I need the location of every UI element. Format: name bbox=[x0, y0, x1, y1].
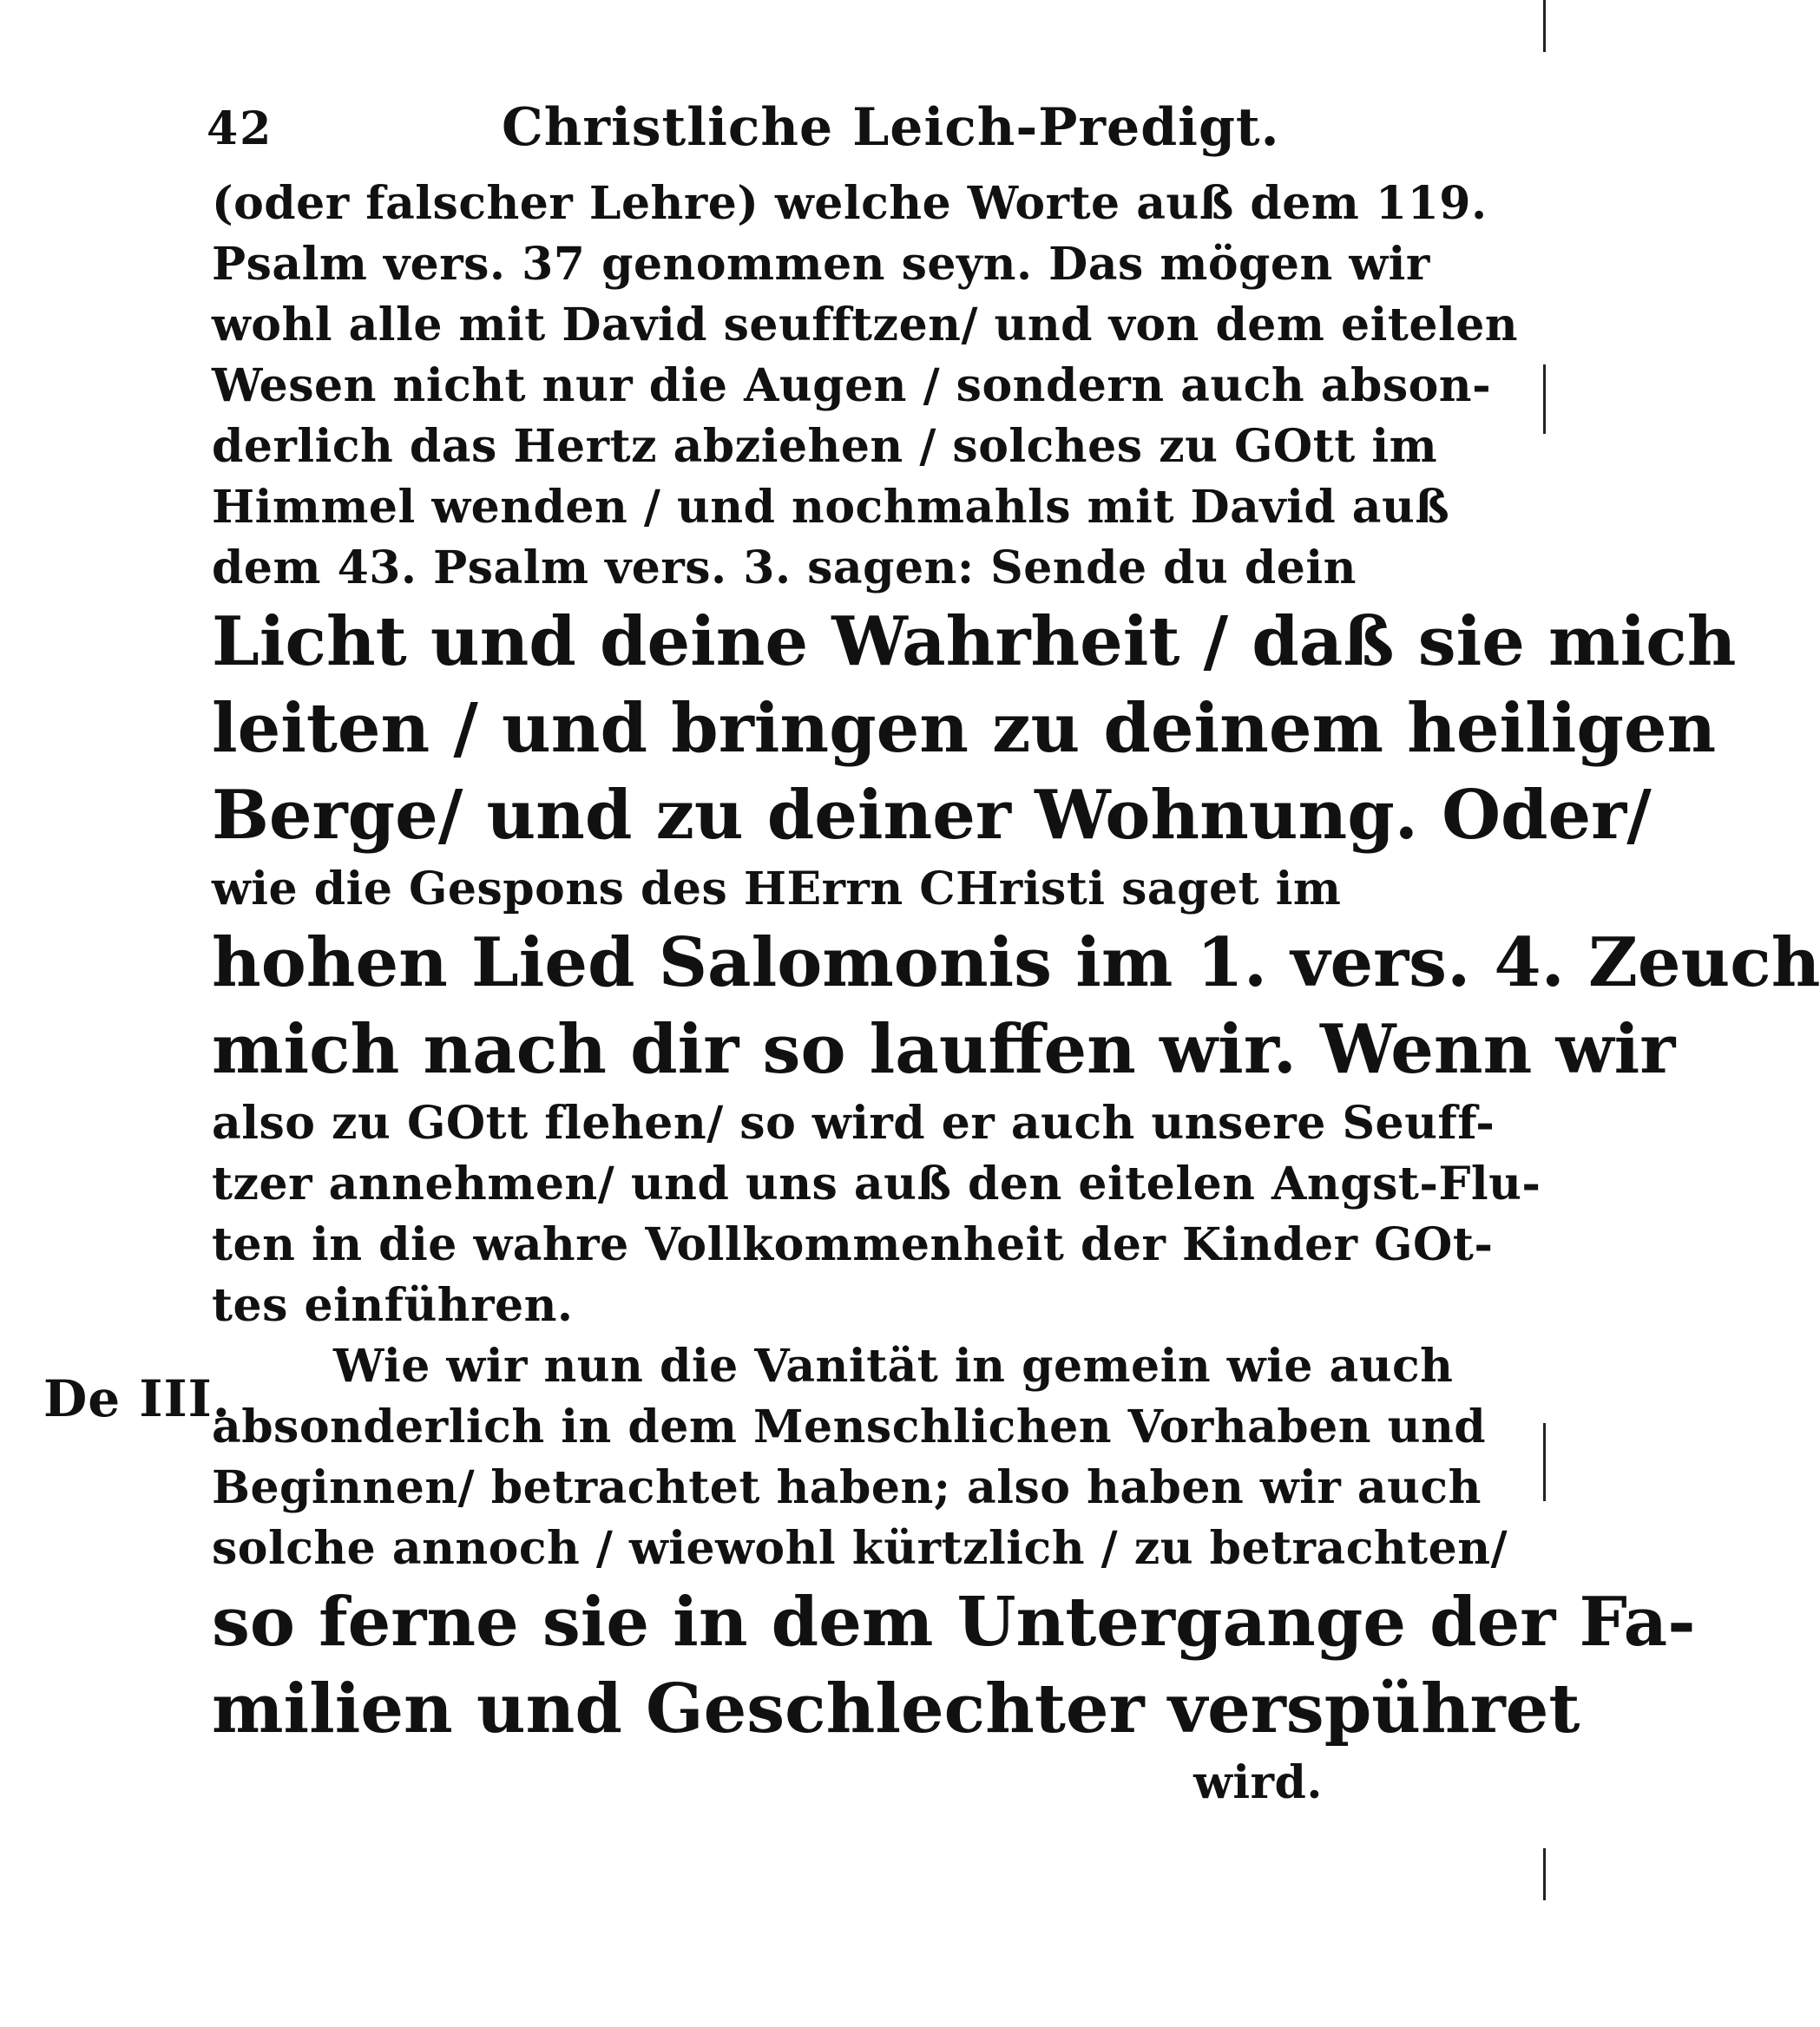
text-line: tes einführen. bbox=[212, 1279, 574, 1332]
text-line-emphasis: mich nach dir so lauffen wir. Wenn wir bbox=[212, 1010, 1676, 1089]
text-line: derlich das Hertz abziehen / solches zu GOtt im bbox=[212, 420, 1438, 473]
text-line-emphasis: Berge/ und zu deiner Wohnung. Oder/ bbox=[212, 776, 1652, 855]
scan-edge-mark bbox=[1543, 0, 1546, 52]
scan-edge-mark bbox=[1543, 1423, 1546, 1501]
text-body bbox=[212, 174, 1820, 1814]
scan-edge-mark bbox=[1543, 1848, 1546, 1900]
text-line: wohl alle mit David seufftzen/ und von dem eitelen bbox=[212, 298, 1519, 351]
text-line: absonderlich in dem Menschlichen Vorhaben und bbox=[212, 1401, 1487, 1453]
text-line: hohen Lied Salomonis im 1. vers. 4. Zeuch bbox=[212, 923, 1820, 1002]
text-line-emphasis: Licht und deine Wahrheit / daß sie mich bbox=[212, 602, 1737, 681]
text-line: Beginnen/ betrachtet haben; also haben wir auch bbox=[212, 1461, 1482, 1514]
running-head: Christliche Leich-Predigt. bbox=[502, 97, 1280, 158]
page-header bbox=[207, 97, 1280, 167]
text-line: wie die Gespons des HErrn CHristi saget im bbox=[212, 863, 1342, 915]
text-line: tzer annehmen/ und uns auß den eitelen Angst-Flu- bbox=[212, 1158, 1541, 1210]
text-line: also zu GOtt flehen/ so wird er auch unsere Seuff- bbox=[212, 1097, 1495, 1150]
text-line: Wesen nicht nur die Augen / sondern auch abson- bbox=[212, 359, 1492, 412]
text-line-emphasis: leiten / und bringen zu deinem heiligen bbox=[212, 689, 1717, 768]
catchword: wird. bbox=[1193, 1756, 1323, 1809]
page-number: 42 bbox=[207, 102, 273, 155]
text-line: solche annoch / wiewohl kürtzlich / zu betrachten/ bbox=[212, 1522, 1508, 1575]
scan-edge-mark bbox=[1543, 364, 1546, 434]
text-line-emphasis: so ferne sie in dem Untergange der Fa- bbox=[212, 1583, 1696, 1662]
text-line: (oder falscher Lehre) welche Worte auß dem 119. bbox=[212, 177, 1488, 230]
margin-note: De III. bbox=[43, 1369, 231, 1428]
text-line: Himmel wenden / und nochmahls mit David auß bbox=[212, 481, 1450, 534]
text-line: Psalm vers. 37 genommen seyn. Das mögen wir bbox=[212, 238, 1430, 291]
text-line-emphasis: milien und Geschlechter verspühret bbox=[212, 1669, 1580, 1748]
text-line: Wie wir nun die Vanität in gemein wie auch bbox=[333, 1340, 1454, 1393]
text-line: ten in die wahre Vollkommenheit der Kinder GOt- bbox=[212, 1218, 1494, 1271]
text-line: dem 43. Psalm vers. 3. sagen: Sende du dein bbox=[212, 541, 1357, 594]
